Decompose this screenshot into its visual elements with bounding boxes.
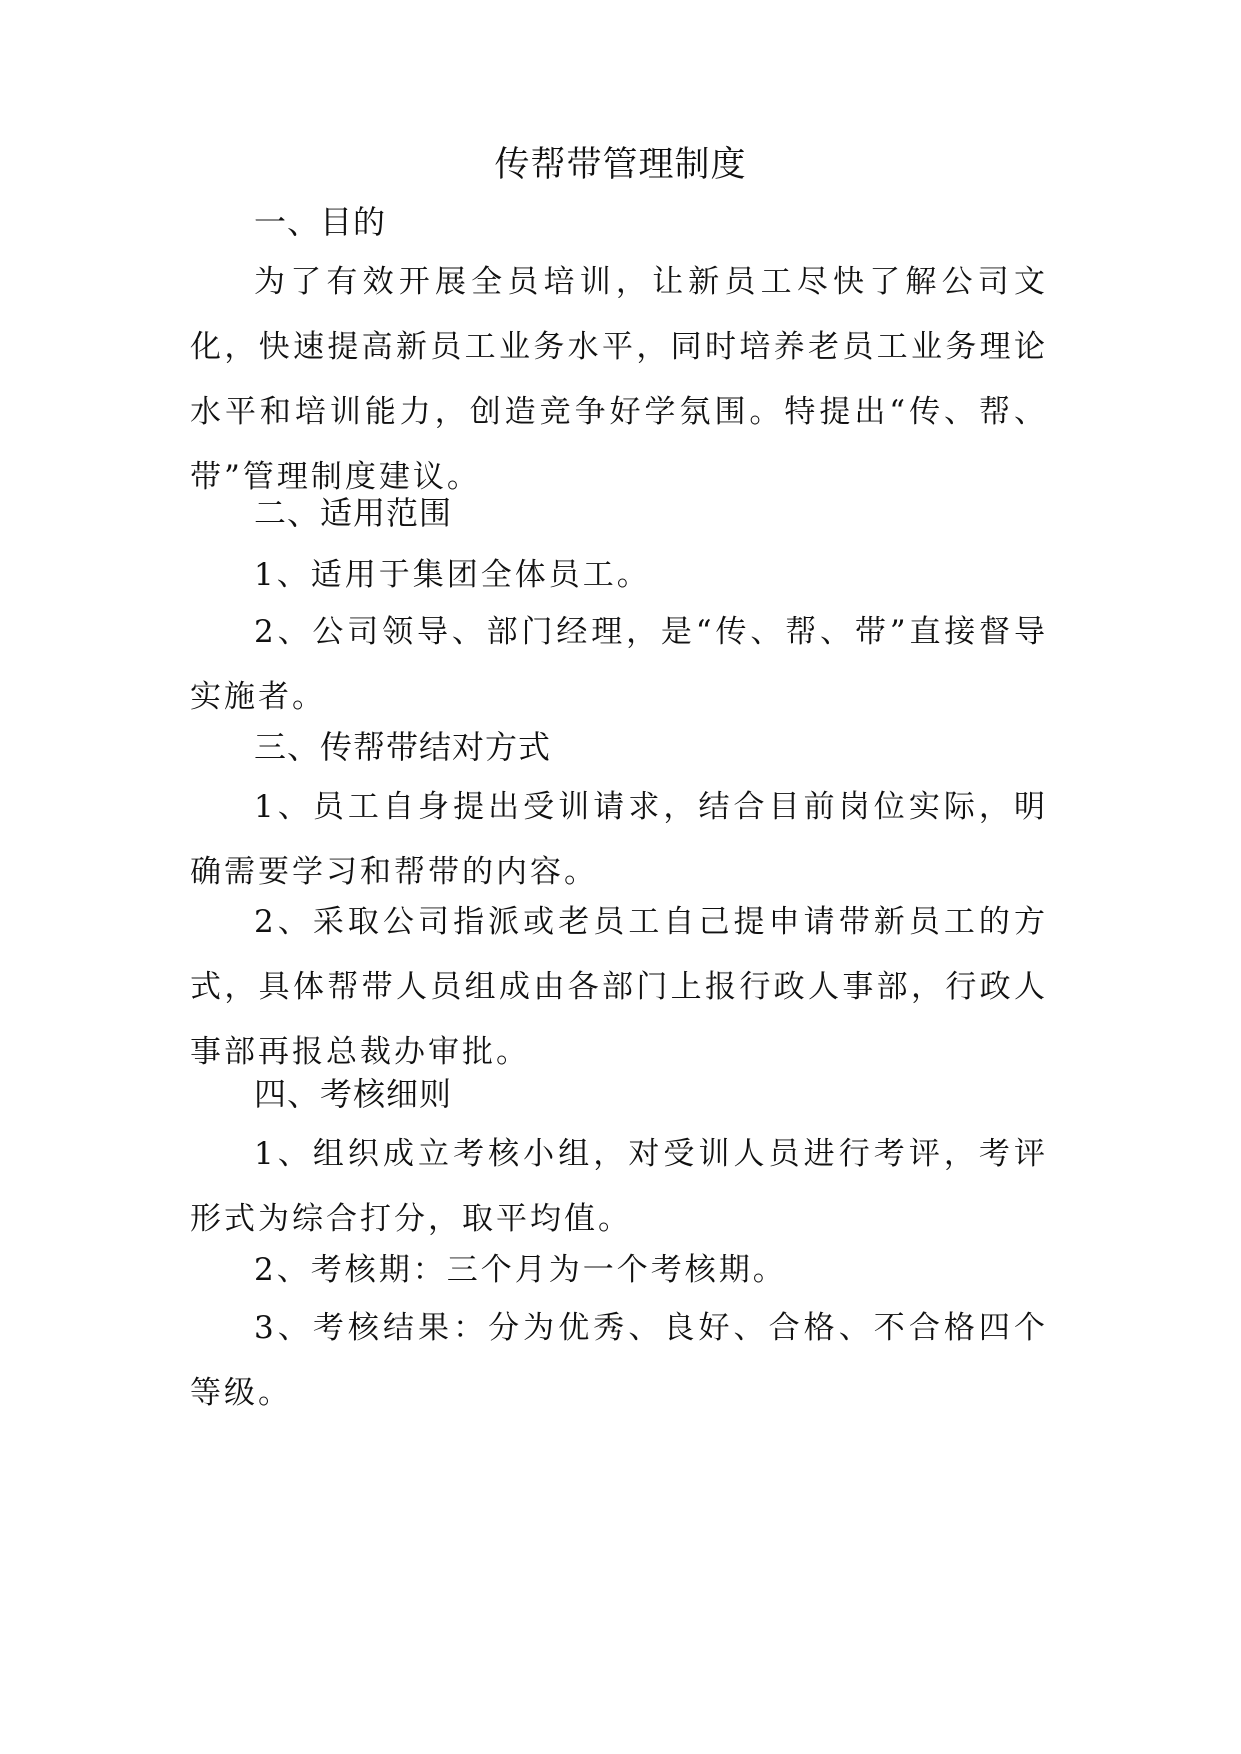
section-heading-purpose: 一、目的: [254, 203, 387, 241]
paragraph-pairing-2: 2、采取公司指派或老员工自己提申请带新员工的方式，具体帮带人员组成由各部门上报行政人事部，行政人事部再报总裁办审批。: [190, 904, 1048, 1070]
paragraph-assessment-1: 1、组织成立考核小组，对受训人员进行考评，考评形式为综合打分，取平均值。: [190, 1136, 1048, 1237]
section-heading-pairing: 三、传帮带结对方式: [254, 728, 552, 766]
paragraph-assessment-3: 3、考核结果：分为优秀、良好、合格、不合格四个等级。: [190, 1310, 1048, 1411]
paragraph-scope-1: 1、适用于集团全体员工。: [254, 557, 651, 593]
section-heading-assessment: 四、考核细则: [254, 1075, 453, 1113]
paragraph-purpose: 为了有效开展全员培训，让新员工尽快了解公司文化，快速提高新员工业务水平，同时培养老员工业务理论水平和培训能力，创造竞争好学氛围。特提出“传、帮、带”管理制度建议。: [190, 264, 1048, 495]
document-title: 传帮带管理制度: [494, 145, 747, 185]
paragraph-pairing-1: 1、员工自身提出受训请求，结合目前岗位实际，明确需要学习和帮带的内容。: [190, 789, 1048, 890]
paragraph-scope-2: 2、公司领导、部门经理，是“传、帮、带”直接督导实施者。: [190, 614, 1048, 715]
section-heading-scope: 二、适用范围: [254, 494, 453, 532]
paragraph-assessment-2: 2、考核期：三个月为一个考核期。: [254, 1252, 787, 1288]
